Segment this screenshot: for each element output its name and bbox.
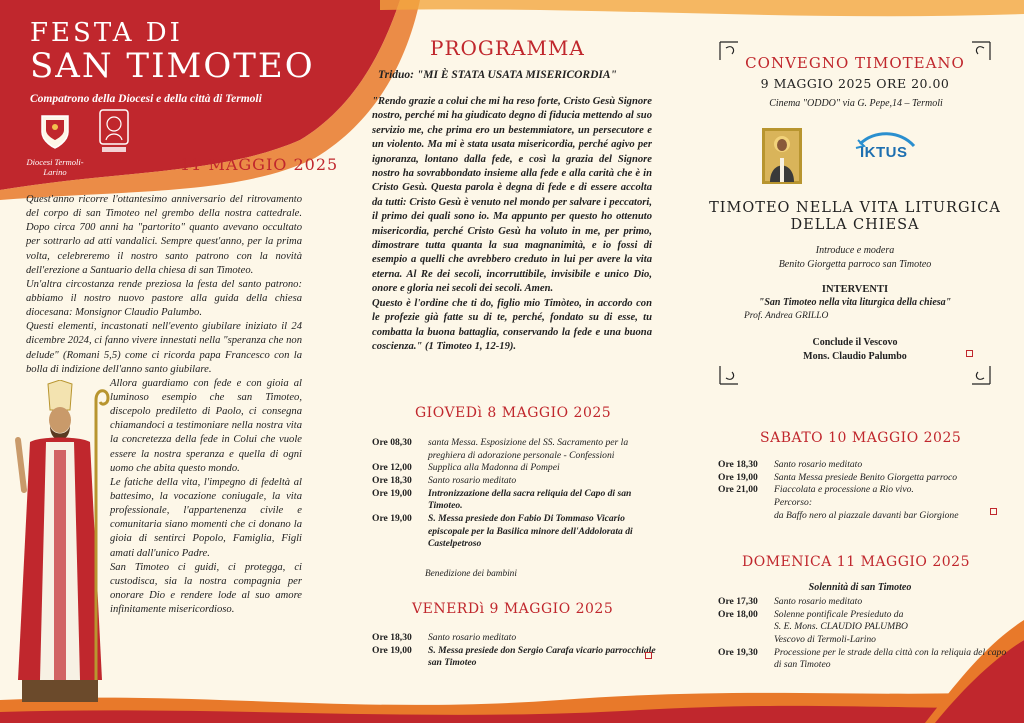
intro-name: Benito Giorgetta parroco san Timoteo (778, 259, 932, 270)
festa-title (30, 18, 315, 86)
schedule-time: Ore 19,00 (372, 512, 412, 524)
intro-paragraph: San Timoteo ci guidi, ci protegga, ci custodisca, sia la nostra compagnia per onorare Dio e rendere lode al suo amore infinitamente misericordioso. (110, 561, 302, 616)
convegno-date: 9 MAGGIO 2025 ORE 20.00 (760, 76, 950, 91)
intro-moderator (700, 244, 1010, 272)
schedule-desc: Solenne pontificale Presieduto da (774, 608, 904, 620)
schedule-time: Ore 17,30 (718, 596, 758, 607)
scripture-quote (372, 95, 652, 354)
diocesi-label: Diocesi Termoli-Larino (26, 157, 84, 177)
schedule-time: Ore 19,00 (718, 471, 758, 483)
quote-paragraph: "Rendo grazie a colui che mi ha reso forte, Cristo Gesù Signore nostro, perché mi ha giudicato degno di fiducia mettendo al suo servizio me, che prima ero un bestemmiatore, un persecutore e un violento. Ma mi è stata usata misericordia, perché agivo per ignoranza, lontano dalla fede, e così la grazia del Signore nostro ha sovrabbondato insieme alla fede e alla carità che è in Cristo Gesù. Questa parola è degna di fede e di essere accolta da tutti: Cristo Gesù è venuto nel mondo per salvare i peccatori, il primo dei quali sono io. Ma appunto per questo ho ottenuto misericordia, perché Cristo Gesù ha voluto in me, per primo, dimostrare tutta quanta la sua magnanimità, e io fossi di esempio a quelli che avrebbero creduto in lui per avere la vita eterna. Al Re dei secoli, incorruttibile, invisibile e unico Dio, onore e gloria nei secoli dei secoli. Amen. (372, 96, 652, 295)
iktus-logo (852, 130, 922, 182)
schedule-desc: da Baffo nero al piazzale davanti bar Giorgione (774, 509, 959, 521)
schedule-desc: Fiaccolata e processione a Rio vivo. (774, 484, 914, 496)
sabato-schedule (718, 459, 1008, 522)
interventi-heading: INTERVENTI (821, 284, 889, 295)
schedule-time: Ore 21,00 (718, 484, 758, 496)
schedule-row (718, 472, 1008, 485)
schedule-time: Ore 18,00 (718, 608, 758, 620)
triduo-title: Triduo: "MI È STATA USATA MISERICORDIA" (378, 69, 617, 81)
intro-paragraph: Allora guardiamo con fede e con gioia al luminoso esempio che san Timoteo, discepolo prediletto di Paolo, ci consegna chiamandoci a testimoniare nella nostra vita la concretezza della fede in Colui che vuole essere la nostra speranza e quella di ogni uomo che abita questo mondo. (110, 377, 302, 474)
benedizione-note: Benedizione dei bambini (425, 569, 517, 579)
domenica-title: DOMENICA 11 MAGGIO 2025 (742, 554, 970, 570)
schedule-time: Ore 19,00 (372, 487, 412, 499)
intervento-title: "San Timoteo nella vita liturgica della chiesa" (758, 297, 952, 308)
timoteo-logo-icon (94, 106, 134, 156)
schedule-time (718, 497, 774, 510)
saint-statue-image (10, 380, 110, 710)
schedule-row (372, 645, 657, 670)
schedule-row (372, 632, 657, 645)
intro-paragraph: Le fatiche della vita, l'impegno di fedeltà al battesimo, la vocazione coniugale, la vita professionale, l'appartenenza civile e comunitaria siano momenti che ci donano la gioia di sentirci Popolo, Famiglia, Figli amati dall'unico Padre. (110, 476, 302, 559)
title-small: FESTA DI (30, 18, 183, 48)
venerdi-schedule (372, 632, 657, 670)
intervento-speaker: Prof. Andrea GRILLO (744, 311, 829, 321)
schedule-row (718, 484, 1008, 497)
schedule-desc: Intronizzazione della sacra reliquia del Capo di san Timoteo. (428, 487, 632, 512)
schedule-time: Ore 12,00 (372, 462, 412, 474)
schedule-desc: santa Messa. Esposizione del SS. Sacramento per la preghiera di adorazione personale - Confessioni (428, 437, 629, 461)
schedule-row (718, 596, 1008, 609)
schedule-time: Ore 18,30 (718, 459, 758, 470)
schedule-row (372, 475, 657, 488)
conclusion-name: Mons. Claudio Palumbo (803, 350, 907, 362)
intro-paragraph: Quest'anno ricorre l'ottantesimo anniversario del ritrovamento del corpo di san Timoteo nel grembo della nostra cattedrale. Dopo circa 700 anni ha "partorito" quanto avevano occultato per sottrarlo ad atti vandalici. Sempre quest'anno, per la prima volta, celebreremo il nostro santo patrono con la novità dell'erezione a Santuario della chiesa di san Timoteo. (26, 194, 302, 276)
sabato-title: SABATO 10 MAGGIO 2025 (760, 430, 962, 446)
schedule-desc: Santo rosario meditato (774, 596, 863, 607)
schedule-row (372, 437, 657, 462)
iktus-text: IKTUS (860, 144, 908, 161)
saint-icon-image (762, 128, 802, 184)
schedule-time (718, 510, 774, 523)
schedule-row (372, 488, 657, 513)
event-date: 11 MAGGIO 2025 (180, 155, 339, 174)
schedule-time (718, 634, 774, 647)
decorative-square (645, 652, 652, 659)
intro-paragraph: Un'altra circostanza rende preziosa la festa del santo patrono: abbiamo il nostro nuovo pastore alla guida della chiesa diocesana: Monsignor Claudio Palumbo. (26, 278, 302, 319)
giovedi-title: GIOVEDì 8 MAGGIO 2025 (415, 405, 612, 421)
schedule-desc: Santo rosario meditato (428, 632, 517, 643)
schedule-desc: S. Messa presiede don Sergio Carafa vicario parrocchiale san Timoteo (428, 644, 656, 669)
domenica-schedule (718, 596, 1008, 672)
schedule-desc: S. Messa presiede don Fabio Di Tommaso Vicario episcopale per la Basilica minore dell'Addolorata di Castelpetroso (428, 512, 633, 550)
giovedi-schedule (372, 437, 657, 551)
quote-paragraph: Questo è l'ordine che ti do, figlio mio Timòteo, in accordo con le profezie già fatte su di te, perché, fondato su di esse, tu combatta la buona battaglia, conservando la fede e una buona coscienza." (1 Timoteo 1, 12-19). (372, 297, 652, 352)
schedule-row (718, 497, 1008, 510)
intro-paragraph: Questi elementi, incastonati nell'evento giubilare iniziato il 24 dicembre 2024, ci fanno vivere innestati nella "speranza che non delude" (Romani 5,5) come ci ricorda papa Francesco con la bolla di indizione dell'anno santo giubilare. (26, 321, 302, 375)
intro-label: Introduce e modera (815, 245, 895, 256)
schedule-time (718, 621, 774, 634)
venerdi-title: VENERDì 9 MAGGIO 2025 (412, 601, 614, 617)
schedule-desc: Santo rosario meditato (774, 459, 863, 470)
schedule-desc: Processione per le strade della città con la reliquia del capo di san Timoteo (774, 646, 1007, 671)
conclusion (700, 336, 1010, 363)
programma-title: PROGRAMMA (430, 36, 585, 60)
schedule-row (718, 647, 1008, 672)
schedule-time: Ore 18,30 (372, 474, 412, 486)
diocese-crest-icon (34, 110, 76, 152)
schedule-desc: S. E. Mons. CLAUDIO PALUMBO (774, 621, 908, 633)
schedule-desc: Supplica alla Madonna di Pompei (428, 462, 560, 474)
convegno-title: CONVEGNO TIMOTEANO (745, 54, 965, 72)
schedule-row (372, 462, 657, 475)
decorative-square (990, 508, 997, 515)
schedule-desc: Santa Messa presiede Benito Giorgetta parroco (774, 471, 958, 483)
festa-subtitle: Compatrono della Diocesi e della città di Termoli (30, 93, 262, 105)
schedule-time: Ore 19,30 (718, 646, 758, 658)
schedule-time: Ore 19,00 (372, 644, 412, 656)
schedule-time: Ore 08,30 (372, 437, 412, 448)
title-big: SAN TIMOTEO (30, 46, 315, 86)
decorative-square (966, 350, 973, 357)
convegno-theme: TIMOTEO NELLA VITA LITURGICA DELLA CHIESA (709, 200, 1001, 234)
schedule-row (718, 510, 1008, 523)
schedule-row (718, 621, 1008, 634)
schedule-row (718, 459, 1008, 472)
domenica-subtitle: Solennità di san Timoteo (808, 582, 912, 593)
schedule-row (718, 634, 1008, 647)
schedule-desc: Vescovo di Termoli-Larino (774, 633, 876, 645)
schedule-desc: Percorso: (774, 496, 813, 508)
schedule-row (718, 609, 1008, 622)
convegno-place: Cinema "ODDO" via G. Pepe,14 – Termoli (769, 98, 943, 109)
schedule-row (372, 513, 657, 551)
conclusion-label: Conclude il Vescovo (812, 337, 898, 348)
schedule-time: Ore 18,30 (372, 632, 412, 643)
schedule-desc: Santo rosario meditato (428, 474, 517, 486)
